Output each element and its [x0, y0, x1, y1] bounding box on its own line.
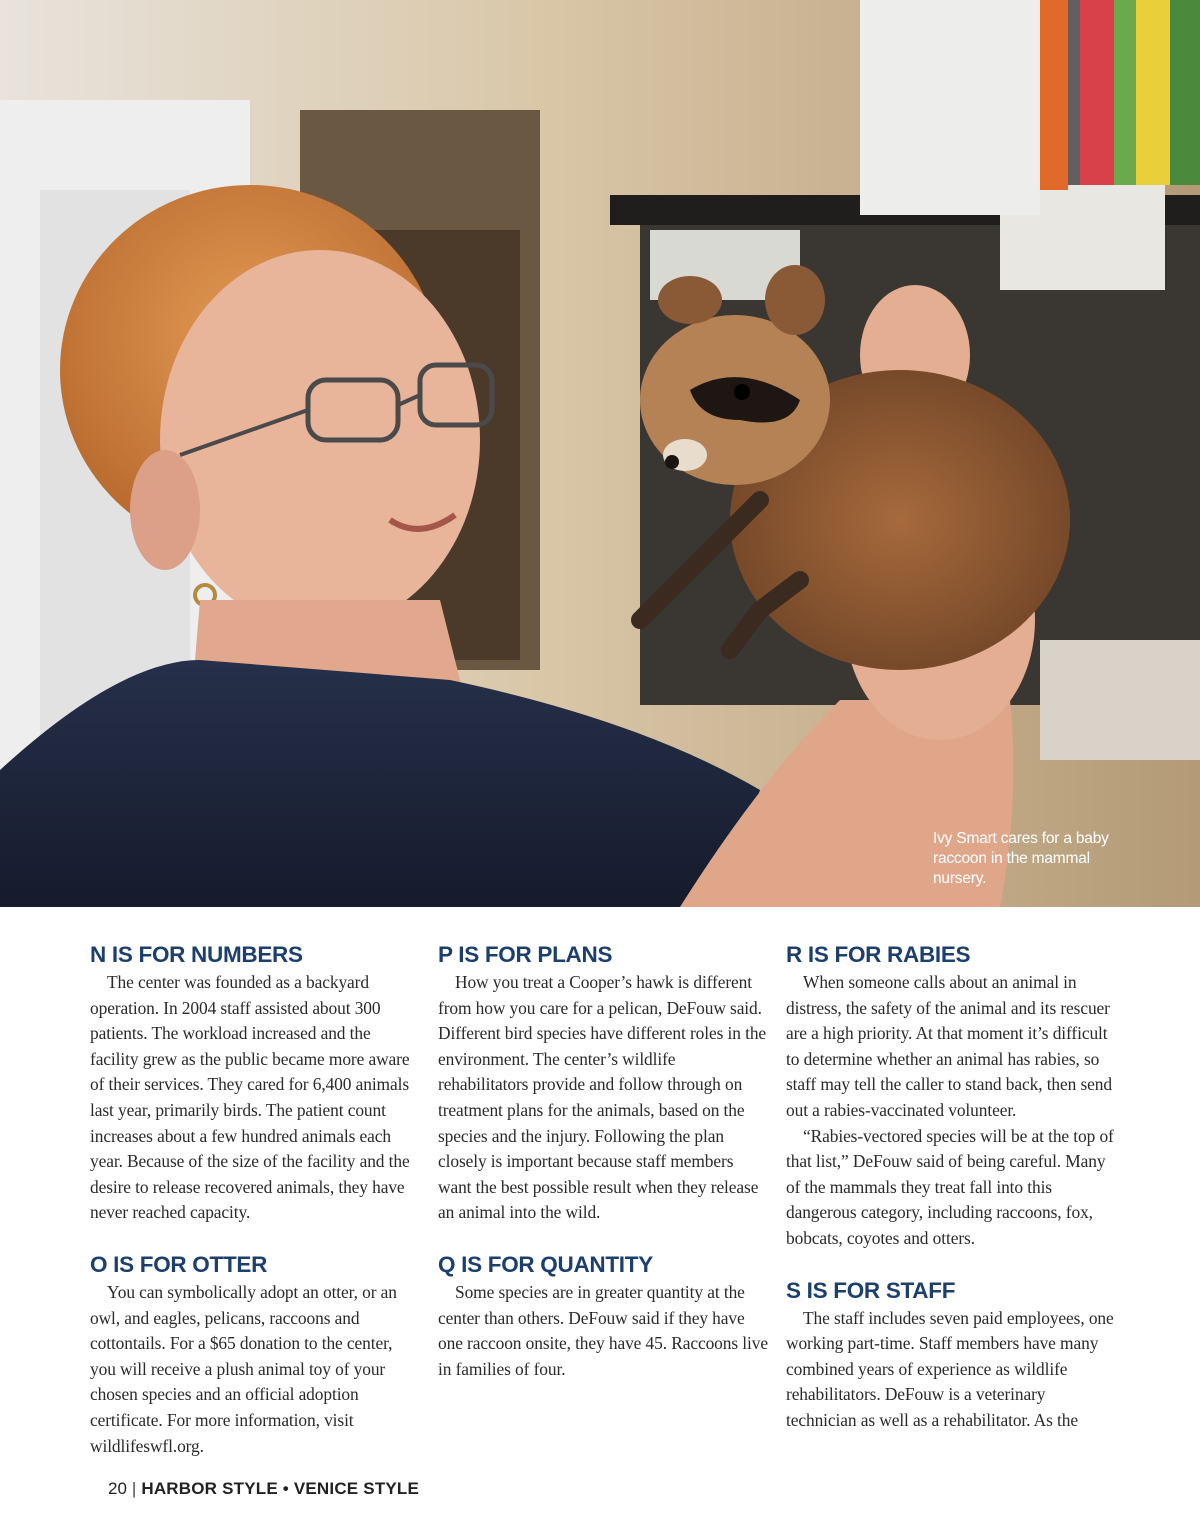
body-paragraph: When someone calls about an animal in distress, the safety of the animal and its rescuer are a high priority. At that moment it’s difficult to determine whether an animal has rabies, so staff may tell the caller to stand back, then send out a rabies-vaccinated volunteer. [786, 972, 1112, 1120]
page-footer [108, 1476, 419, 1502]
section-heading: N IS FOR NUMBERS [90, 942, 303, 967]
body-paragraph: “Rabies-vectored species will be at the top of that list,” DeFouw said of being careful. Many of the mammals they treat fall into this dangerous category, including raccoons, fox, bobcats, coyotes and otters. [786, 1125, 1114, 1248]
body-paragraph: How you treat a Cooper’s hawk is different from how you care for a pelican, DeFouw said. Different bird species have different roles in the environment. The center’s wildlife rehabilitators provide and follow through on treatment plans for the animals, based on the species and the injury. Following the plan closely is important because staff members want the best possible result when they release an animal into the wild. [438, 972, 767, 1223]
section-heading: P IS FOR PLANS [438, 942, 613, 967]
section-heading: R IS FOR RABIES [786, 942, 971, 967]
footer-separator: | [131, 1479, 137, 1498]
page-number: 20 [108, 1479, 127, 1498]
article-column-3 [786, 940, 1116, 1458]
section-s-staff [786, 1276, 1116, 1434]
section-q-quantity [438, 1250, 768, 1382]
section-p-plans [438, 940, 768, 1226]
article-column-2 [438, 940, 768, 1406]
publication-name: HARBOR STYLE • VENICE STYLE [141, 1479, 420, 1498]
section-heading: O IS FOR OTTER [90, 1251, 268, 1277]
body-paragraph: The center was founded as a backyard operation. In 2004 staff assisted about 300 patients. The workload increased and the facility grew as the public became more aware of their services. They cared for 6,400 animals last year, primarily birds. The patient count increases about a few hundred animals each year. Because of the size of the facility and the desire to release recovered animals, they have never reached capacity. [90, 972, 410, 1223]
section-r-rabies [786, 940, 1116, 1252]
body-paragraph: You can symbolically adopt an otter, or an owl, and eagles, pelicans, raccoons and cottontails. For a $65 donation to the center, you will receive a plush animal toy of your chosen species and an official adoption certificate. For more information, visit wildlifeswfl.org. [90, 1281, 397, 1456]
section-heading: Q IS FOR QUANTITY [438, 1251, 653, 1277]
body-paragraph: The staff includes seven paid employees, one working part-time. Staff members have many combined years of experience as wildlife rehabilitators. DeFouw is a veterinary technician as well as a rehabilitator. As the [786, 1307, 1114, 1430]
section-o-otter [90, 1250, 420, 1459]
article-column-1 [90, 940, 420, 1483]
body-paragraph: Some species are in greater quantity at the center than others. DeFouw said if they have one raccoon onsite, they have 45. Raccoons live in families of four. [438, 1281, 768, 1379]
photo-caption: Ivy Smart cares for a baby raccoon in the mammal nursery. [933, 830, 1109, 887]
section-heading: S IS FOR STAFF [786, 1277, 956, 1303]
section-n-numbers [90, 940, 420, 1226]
